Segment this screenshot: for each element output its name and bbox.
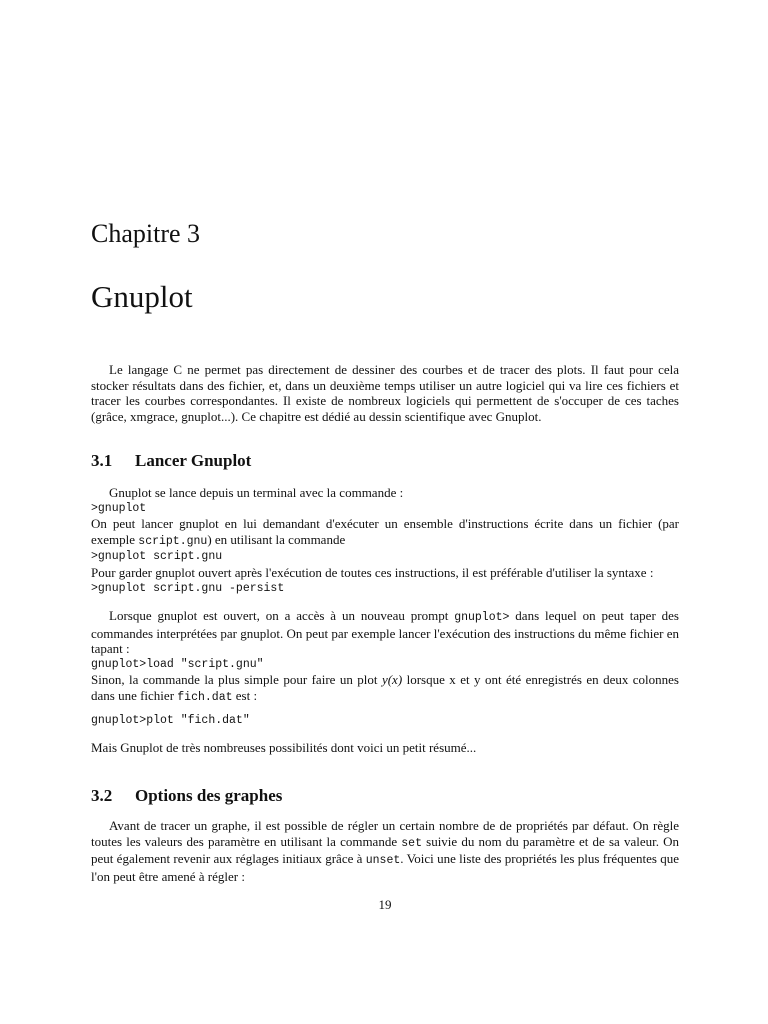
page-number: 19 (378, 897, 392, 912)
paragraph: Pour garder gnuplot ouvert après l'exécution de toutes ces instructions, il est préférable d'utiliser la syntaxe : (91, 564, 654, 580)
inline-code: script.gnu (138, 534, 208, 548)
paragraph: Sinon, la commande la plus simple pour faire un plot y(x) lorsque x et y ont été enregistrés en deux colonnes dans une fichier fich.dat est : (91, 672, 679, 704)
section-number: 3.2 (91, 786, 113, 805)
code-line: >gnuplot (91, 501, 147, 515)
section-title: Lancer Gnuplot (135, 451, 252, 470)
section-heading-2 (91, 785, 679, 807)
inline-code: unset (365, 854, 401, 868)
section-1-body (91, 485, 679, 596)
section-title: Options des graphes (135, 786, 283, 805)
math-expression: y(x) (381, 672, 403, 688)
paragraph: Avant de tracer un graphe, il est possible de régler un certain nombre de de propriétés par défaut. On règle toutes les valeurs des paramètre en utilisant la commande set suivie du nom du paramètre et de sa valeur. On peut également revenir aux réglages initiaux grâce à unset. Voici une liste des propriétés les plus fréquentes que l'on peut être amené à régler : (91, 818, 679, 884)
code-line: >gnuplot script.gnu -persist (91, 581, 285, 595)
paragraph: On peut lancer gnuplot en lui demandant d'exécuter un ensemble d'instructions écrite dans un fichier (par exemple script.gnu) en utilisant la commande (91, 516, 679, 548)
chapter-label: Chapitre 3 (91, 219, 201, 248)
code-line: >gnuplot script.gnu (91, 550, 223, 564)
document-page (91, 0, 679, 1024)
chapter-title: Gnuplot (91, 279, 193, 314)
paragraph: Gnuplot se lance depuis un terminal avec la commande : (109, 485, 404, 500)
code-line: gnuplot>load "script.gnu" (91, 657, 264, 671)
code-line: gnuplot>plot "fich.dat" (91, 714, 250, 727)
inline-code: fich.dat (177, 690, 233, 704)
inline-code: gnuplot> (454, 611, 510, 624)
section-heading-1 (91, 450, 679, 472)
section-number: 3.1 (91, 451, 113, 470)
section-1-body-2 (91, 608, 679, 706)
paragraph: Mais Gnuplot de très nombreuses possibilités dont voici un petit résumé... (91, 740, 477, 755)
inline-code: set (401, 836, 422, 850)
paragraph: Lorsque gnuplot est ouvert, on a accès à un nouveau prompt gnuplot> dans lequel on peut taper des commandes interprétées par gnuplot. On peut par exemple lancer l'exécution des instructions du même fichier en tapant : (91, 608, 679, 657)
intro-paragraph: Le langage C ne permet pas directement de dessiner des courbes et de tracer des plots. Il faut pour cela stocker résultats dans des fichier, et, dans un deuxième temps utiliser un autre logiciel qui va lire ces fichiers et tracer les courbes correspondantes. Il existe de nombreux logiciels qui permettent de s'occuper de ces taches (grâce, xmgrace, gnuplot...). Ce chapitre est dédié au dessin scientifique avec Gnuplot. (91, 362, 679, 424)
